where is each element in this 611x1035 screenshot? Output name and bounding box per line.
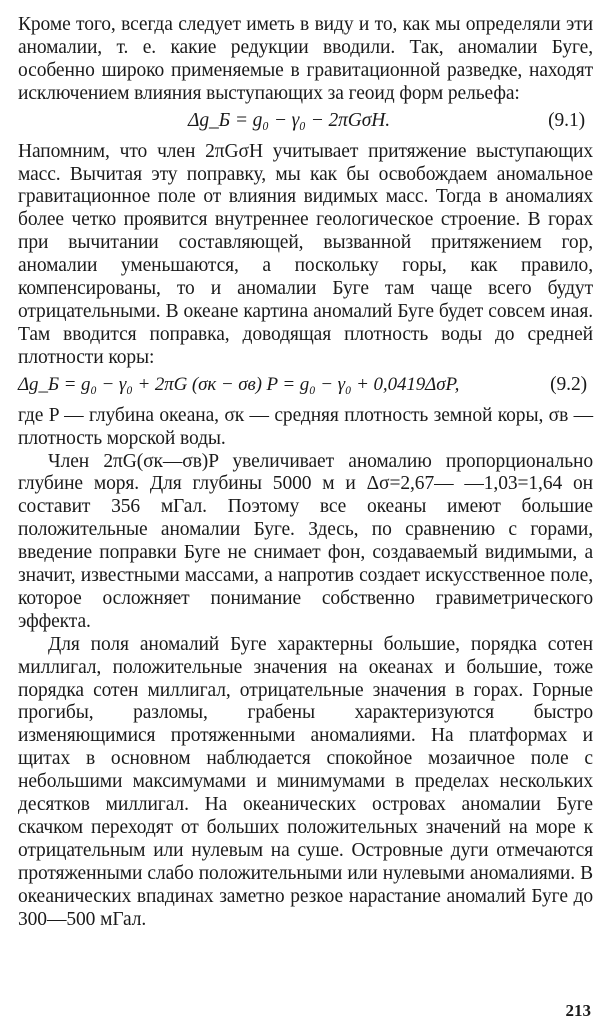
paragraph-where-definitions: где P — глубина океана, σк — средняя плотность земной коры, σв — плотность морской воды. bbox=[18, 404, 593, 449]
formula-9-1-expression: Δg_Б = g₀ − γ₀ − 2πGσH. bbox=[188, 109, 391, 131]
paragraph-ocean-term: Член 2πG(σк—σв)P увеличивает аномалию пропорционально глубине моря. Для глубины 5000 м и Δσ=2,67— —1,03=1,64 он составит 356 мГал. Поэтому все океаны имеют большие положительные аномалии Буге. Здесь, по сравнению с горами, введение поправки Буге не снимает фон, создаваемый видимыми, а значит, известными массами, а напротив создает искусственное поле, которое осложняет понимание собственно гравиметрического эффекта. bbox=[18, 450, 593, 632]
formula-9-1-number: (9.1) bbox=[548, 109, 585, 131]
formula-9-2-expression: Δg_Б = g₀ − γ₀ + 2πG (σк − σв) P = g₀ − γ₀ + 0,0419ΔσP, bbox=[18, 373, 460, 395]
paragraph-intro: Кроме того, всегда следует иметь в виду и то, как мы определяли эти аномалии, т. е. какие редукции вводили. Так, аномалии Буге, особенно широко применяемые в гравитационной разведке, находят исключением влияния выступающих за геоид форм рельефа: bbox=[18, 14, 593, 104]
page-body bbox=[18, 14, 593, 932]
formula-9-2-number: (9.2) bbox=[550, 373, 587, 395]
formula-9-1 bbox=[18, 110, 593, 133]
paragraph-bouguer-field: Для поля аномалий Буге характерны большие, порядка сотен миллигал, положительные значения на океанах и большие, тоже порядка сотен миллигал, отрицательные значения в горах. Горные прогибы, разломы, грабены характеризуются быстро изменяющимися протяженными аномалиями. На платформах и щитах в основном наблюдается спокойное мозаичное поле с небольшими максимумами и минимумами в пределах нескольких десятков миллигал. На океанических островах аномалии Буге скачком переходят от больших положительных значений на море к отрицательным или нулевым на суше. Островные дуги отмечаются протяженными слабо положительными или нулевыми аномалиями. В океанических впадинах заметно резкое нарастание аномалий Буге до 300—500 мГал. bbox=[18, 633, 593, 930]
page-number: 213 bbox=[565, 1001, 591, 1020]
formula-9-2 bbox=[18, 374, 593, 397]
paragraph-bouguer-correction: Напомним, что член 2πGσH учитывает притяжение выступающих масс. Вычитая эту поправку, мы как бы освобождаем аномальное гравитационное поле от влияния видимых масс. Тогда в аномалиях более четко проявится внутреннее геологическое строение. В горах при вычитании составляющей, вызванной притяжением гор, аномалии уменьшаются, а поскольку горы, как правило, компенсированы, то и аномалии Буге там чаще всего будут отрицательными. В океане картина аномалий Буге будет совсем иная. Там вводится поправка, доводящая плотность воды до средней плотности коры: bbox=[18, 140, 593, 368]
